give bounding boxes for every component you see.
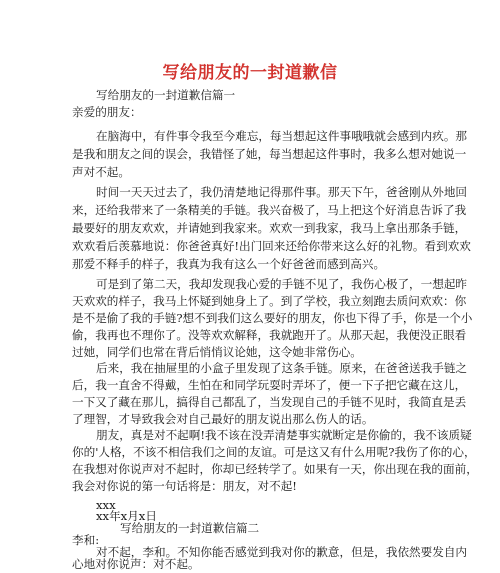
paragraph-line: 在我想对你说声对不起时，你却已经转学了。如果有一天，你出现在我的面前， bbox=[72, 462, 478, 476]
paragraph-line: 过她，同学们也常在背后悄悄议论她，这令她非常伤心。 bbox=[72, 345, 362, 359]
paragraph-line: 欢欢看后羡慕地说：你爸爸真好!出门回来还给你带来这么好的礼物。看到欢欢 bbox=[72, 239, 471, 253]
paragraph-line: 了理智，才导致我会对自己最好的朋友说出那么伤人的话。 bbox=[72, 412, 374, 426]
paragraph-line: 我会对你说的第一句话将是：朋友，对不起! bbox=[72, 479, 297, 493]
paragraph-line: 那爱不释手的样子，我真为我有这么一个好爸爸而感到高兴。 bbox=[72, 257, 386, 271]
paragraph-line: 时间一天天过去了，我仍清楚地记得那件事。那天下午，爸爸刚从外地回 bbox=[96, 185, 468, 199]
paragraph-line: 是不是偷了我的手链?想不到我们这么要好的朋友，你也下得了手，你是一个小 bbox=[72, 311, 473, 325]
paragraph-line: 在脑海中，有件事令我至今难忘，每当想起这件事哦哦就会感到内疚。那 bbox=[96, 129, 468, 143]
paragraph-line: 偷，我再也不理你了。没等欢欢解释，我就跑开了。从那天起，我便没正眼看 bbox=[72, 328, 467, 342]
paragraph-line: 后来，我在抽屉里的小盒子里发现了这条手链。原来，在爸爸送我手链之 bbox=[96, 361, 468, 375]
paragraph-line: 后，我一直舍不得戴，生怕在和同学玩耍时弄坏了，便一下子把它藏在这儿， bbox=[72, 378, 467, 392]
paragraph-line: xxx bbox=[96, 498, 116, 512]
paragraph-line: 声对不起。 bbox=[72, 165, 130, 179]
paragraph-line: 朋友，真是对不起啊!我不该在没弄清楚事实就断定是你偷的，我不该质疑 bbox=[96, 428, 472, 442]
paragraph-line: 天欢欢的样子，我马上怀疑到她身上了。到了学校，我立刻跑去质问欢欢：你 bbox=[72, 294, 467, 308]
paragraph-line: 李和: bbox=[72, 533, 100, 547]
paragraph-line: 可是到了第二天，我却发现我心爱的手链不见了，我伤心极了，一想起昨 bbox=[96, 277, 468, 291]
paragraph-line: 是我和朋友之间的误会，我错怪了她，每当想起这件事时，我多么想对她说一 bbox=[72, 147, 467, 161]
paragraph-line: 写给朋友的一封道歉信篇二 bbox=[120, 521, 260, 535]
paragraph-line: 你的'人格，不该不相信我们之间的友谊。可是这又有什么用呢?我伤了你的心， bbox=[72, 445, 476, 459]
paragraph-line: 一下又了藏在那儿，搞得自己都乱了，当发现自己的手链不见时，我简直是丢 bbox=[72, 395, 467, 409]
salutation-1: 亲爱的朋友： bbox=[72, 105, 142, 119]
document-title: 写给朋友的一封道歉信 bbox=[162, 63, 338, 83]
paragraph-line: 最要好的朋友欢欢，并请她到我家来。欢欢一到我家，我马上拿出那条手链， bbox=[72, 221, 467, 235]
paragraph-line: 心地对你说声：对不起。 bbox=[72, 557, 200, 571]
paragraph-line: 对不起，李和。不知你能否感觉到我对你的歉意，但是，我依然要发自内 bbox=[96, 545, 468, 559]
section-heading-1: 写给朋友的一封道歉信篇一 bbox=[96, 88, 236, 102]
paragraph-line: 来，还给我带来了一条精美的手链。我兴奋极了，马上把这个好消息告诉了我 bbox=[72, 203, 467, 217]
paragraph-line: xx年x月x日 bbox=[96, 509, 157, 523]
